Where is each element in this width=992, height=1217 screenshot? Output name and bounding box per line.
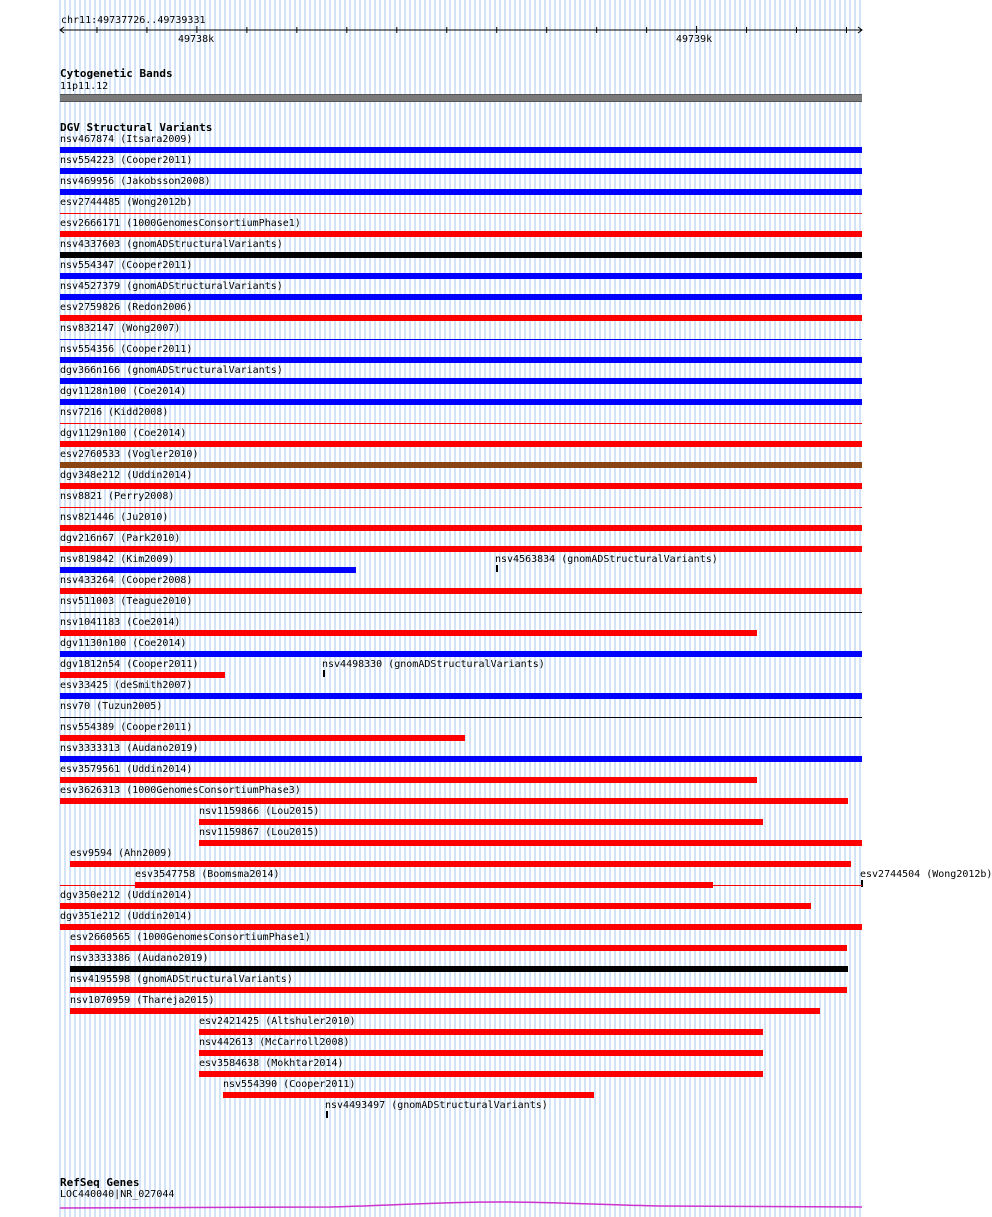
location-label: chr11:49737726..49739331 (61, 15, 206, 26)
variant-bar[interactable] (60, 756, 862, 762)
variant-label[interactable]: esv3579561 (Uddin2014) (60, 764, 193, 775)
variant-label[interactable]: nsv4527379 (gnomADStructuralVariants) (60, 281, 283, 292)
variant-label[interactable]: esv3584638 (Mokhtar2014) (199, 1058, 344, 1069)
variant-bar[interactable] (60, 147, 862, 153)
variant-bar[interactable] (199, 840, 862, 846)
variant-row-separator (60, 507, 862, 508)
variant-label[interactable]: nsv3333313 (Audano2019) (60, 743, 199, 754)
variant-label[interactable]: nsv511003 (Teague2010) (60, 596, 193, 607)
variant-label[interactable]: esv2421425 (Altshuler2010) (199, 1016, 356, 1027)
variant-label[interactable]: nsv554223 (Cooper2011) (60, 155, 193, 166)
variant-row-separator (60, 339, 862, 340)
variant-label[interactable]: nsv821446 (Ju2010) (60, 512, 169, 523)
variant-bar[interactable] (70, 1008, 820, 1014)
cytoband-bar[interactable] (60, 94, 862, 102)
variant-bar[interactable] (223, 1092, 594, 1098)
variant-label[interactable]: nsv4563834 (gnomADStructuralVariants) (495, 554, 718, 565)
variant-bar[interactable] (60, 168, 862, 174)
variant-label[interactable]: esv2759826 (Redon2006) (60, 302, 193, 313)
variant-label[interactable]: esv3547758 (Boomsma2014) (135, 869, 280, 880)
variant-label[interactable]: nsv1159867 (Lou2015) (199, 827, 320, 838)
variant-label[interactable]: esv2744504 (Wong2012b) (860, 869, 992, 880)
variant-label[interactable]: nsv4337603 (gnomADStructuralVariants) (60, 239, 283, 250)
variant-bar[interactable] (60, 273, 862, 279)
variant-bar[interactable] (60, 735, 465, 741)
variant-label[interactable]: nsv7216 (Kidd2008) (60, 407, 169, 418)
variant-bar[interactable] (60, 798, 848, 804)
variant-label[interactable]: dgv348e212 (Uddin2014) (60, 470, 193, 481)
variant-label[interactable]: nsv469956 (Jakobsson2008) (60, 176, 211, 187)
refseq-track-title: RefSeq Genes (60, 1176, 140, 1189)
variant-label[interactable]: nsv8821 (Perry2008) (60, 491, 175, 502)
variant-label[interactable]: nsv554356 (Cooper2011) (60, 344, 193, 355)
variant-bar[interactable] (60, 546, 862, 552)
variant-label[interactable]: nsv1159866 (Lou2015) (199, 806, 320, 817)
variant-bar[interactable] (60, 903, 811, 909)
variant-bar[interactable] (60, 315, 862, 321)
variant-label[interactable]: dgv1812n54 (Cooper2011) (60, 659, 199, 670)
refseq-gene-line[interactable] (0, 1198, 890, 1212)
variant-bar[interactable] (70, 945, 847, 951)
variant-bar[interactable] (60, 231, 862, 237)
variant-bar[interactable] (60, 357, 862, 363)
variant-point-mark[interactable] (326, 1111, 328, 1118)
variant-label[interactable]: nsv554389 (Cooper2011) (60, 722, 193, 733)
variant-row-separator (60, 423, 862, 424)
variant-label[interactable]: esv2660565 (1000GenomesConsortiumPhase1) (70, 932, 311, 943)
variant-label[interactable]: nsv4195598 (gnomADStructuralVariants) (70, 974, 293, 985)
variant-label[interactable]: dgv1128n100 (Coe2014) (60, 386, 187, 397)
variant-label[interactable]: dgv350e212 (Uddin2014) (60, 890, 193, 901)
variant-row-separator (60, 213, 862, 214)
variant-bar[interactable] (199, 1029, 763, 1035)
variant-label[interactable]: nsv819842 (Kim2009) (60, 554, 175, 565)
variant-bar[interactable] (60, 672, 225, 678)
variant-bar[interactable] (60, 567, 356, 573)
variant-bar[interactable] (199, 819, 763, 825)
variant-bar[interactable] (60, 525, 862, 531)
variant-row-separator (60, 717, 862, 718)
variant-label[interactable]: esv2744485 (Wong2012b) (60, 197, 193, 208)
variant-label[interactable]: nsv554390 (Cooper2011) (223, 1079, 356, 1090)
variant-bar[interactable] (60, 294, 862, 300)
dgv-track-title: DGV Structural Variants (60, 121, 213, 134)
variant-bar[interactable] (60, 777, 757, 783)
variant-bar[interactable] (60, 693, 862, 699)
variant-bar[interactable] (60, 441, 862, 447)
variant-label[interactable]: dgv1130n100 (Coe2014) (60, 638, 187, 649)
variant-bar[interactable] (70, 987, 847, 993)
variant-bar[interactable] (60, 378, 862, 384)
cytoband-track-title: Cytogenetic Bands (60, 67, 173, 80)
variant-bar[interactable] (199, 1050, 763, 1056)
variant-label[interactable]: nsv4493497 (gnomADStructuralVariants) (325, 1100, 548, 1111)
variant-label[interactable]: esv2666171 (1000GenomesConsortiumPhase1) (60, 218, 301, 229)
variant-label[interactable]: nsv4498330 (gnomADStructuralVariants) (322, 659, 545, 670)
variant-label[interactable]: nsv3333386 (Audano2019) (70, 953, 209, 964)
variant-bar[interactable] (60, 189, 862, 195)
variant-label[interactable]: dgv366n166 (gnomADStructuralVariants) (60, 365, 283, 376)
variant-label[interactable]: dgv216n67 (Park2010) (60, 533, 181, 544)
variant-label[interactable]: esv3626313 (1000GenomesConsortiumPhase3) (60, 785, 301, 796)
variant-label[interactable]: esv33425 (deSmith2007) (60, 680, 193, 691)
variant-point-mark[interactable] (323, 670, 325, 677)
cytoband-label: 11p11.12 (60, 81, 109, 92)
variant-bar[interactable] (60, 588, 862, 594)
variant-label[interactable]: nsv832147 (Wong2007) (60, 323, 181, 334)
variant-label[interactable]: nsv433264 (Cooper2008) (60, 575, 193, 586)
variant-row-separator (60, 612, 862, 613)
variant-bar[interactable] (60, 252, 862, 258)
variant-label[interactable]: nsv554347 (Cooper2011) (60, 260, 193, 271)
variant-label[interactable]: dgv351e212 (Uddin2014) (60, 911, 193, 922)
variant-label[interactable]: esv2760533 (Vogler2010) (60, 449, 199, 460)
variant-label[interactable]: nsv442613 (McCarroll2008) (199, 1037, 350, 1048)
variant-bar[interactable] (60, 462, 862, 468)
variant-point-mark[interactable] (496, 565, 498, 572)
variant-bar[interactable] (70, 966, 849, 972)
variant-bar[interactable] (60, 483, 862, 489)
variant-bar[interactable] (60, 651, 862, 657)
variant-label[interactable]: nsv70 (Tuzun2005) (60, 701, 163, 712)
ruler-tick-label-1: 49738k (178, 34, 215, 45)
variant-label[interactable]: nsv1070959 (Thareja2015) (70, 995, 215, 1006)
ruler-tick-label-2: 49739k (676, 34, 713, 45)
variant-label[interactable]: nsv467874 (Itsara2009) (60, 134, 193, 145)
variant-bar[interactable] (60, 924, 862, 930)
variant-bar[interactable] (60, 399, 862, 405)
variant-bar[interactable] (70, 861, 852, 867)
variant-label[interactable]: nsv1041183 (Coe2014) (60, 617, 181, 628)
variant-label[interactable]: dgv1129n100 (Coe2014) (60, 428, 187, 439)
variant-bar[interactable] (60, 630, 757, 636)
variant-row-separator (60, 885, 862, 886)
variant-label[interactable]: esv9594 (Ahn2009) (70, 848, 173, 859)
variant-bar[interactable] (199, 1071, 763, 1077)
refseq-gene-label: LOC440040|NR_027044 (60, 1189, 175, 1200)
